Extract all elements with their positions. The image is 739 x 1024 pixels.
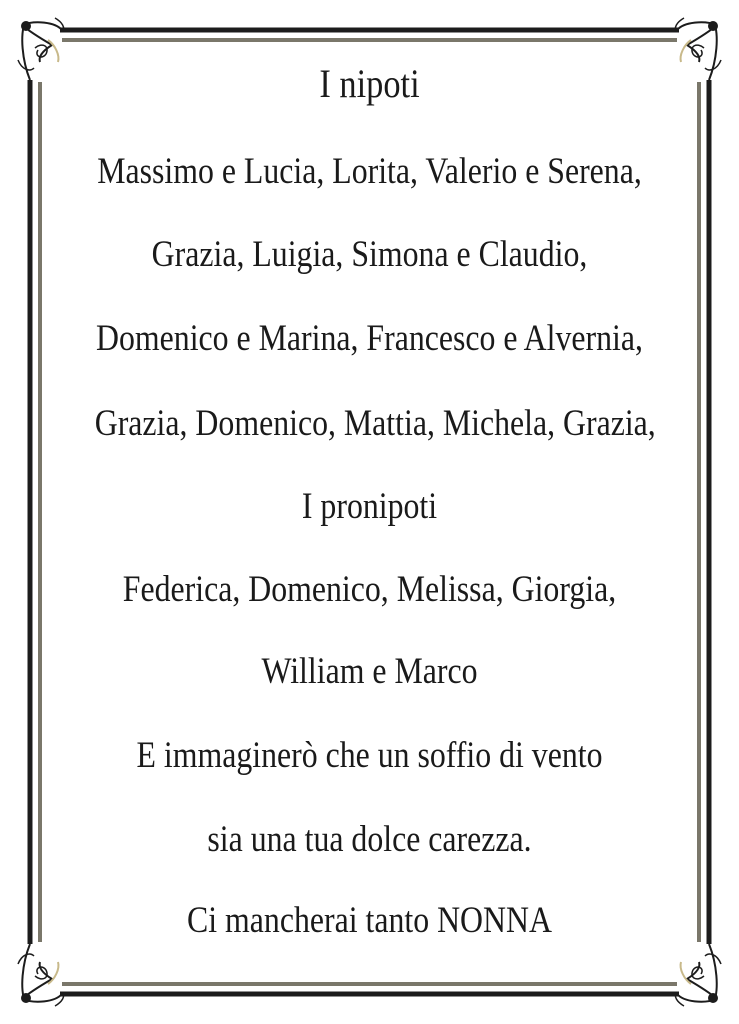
names-line-3: Domenico e Marina, Francesco e Alvernia,	[96, 318, 643, 359]
names-line-2: Grazia, Luigia, Simona e Claudio,	[151, 234, 588, 275]
verse-line-1: E immaginerò che un soffio di vento	[136, 735, 603, 776]
closing-line: Ci mancherai tanto NONNA	[187, 900, 552, 941]
corner-ornament-top-right	[675, 18, 721, 80]
corner-ornament-top-left	[18, 18, 64, 80]
heading-nipoti: I nipoti	[319, 61, 420, 106]
heading-pronipoti: I pronipoti	[301, 486, 438, 527]
names-line-5: Federica, Domenico, Melissa, Giorgia,	[122, 569, 617, 610]
names-line-6: William e Marco	[261, 651, 478, 692]
names-line-1: Massimo e Lucia, Lorita, Valerio e Serena,	[97, 151, 642, 192]
corner-ornament-bottom-left	[18, 944, 64, 1006]
corner-ornament-bottom-right	[675, 944, 721, 1006]
names-line-4: Grazia, Domenico, Mattia, Michela, Grazia,	[94, 403, 656, 444]
verse-line-2: sia una tua dolce carezza.	[207, 819, 532, 860]
